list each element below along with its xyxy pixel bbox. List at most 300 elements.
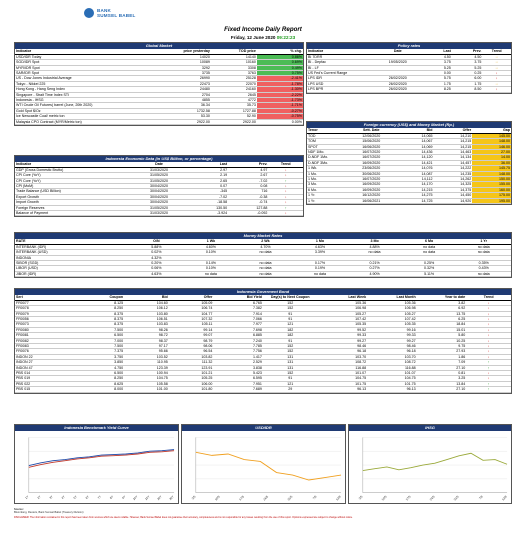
offer: 107.32: [169, 316, 214, 321]
offer: 106.74: [169, 306, 214, 311]
column-header: Prev.: [452, 49, 483, 54]
year-to-date: 27.10: [417, 365, 467, 370]
x-tick-label: 12/6: [500, 494, 508, 502]
rate-value: 4.63%: [129, 271, 184, 276]
rate-value: 0.43%: [456, 266, 511, 271]
settlement-date: 15/06/2020: [348, 139, 395, 144]
column-header: Trend: [466, 295, 511, 300]
rate-name: SIBOR (SGD): [15, 260, 129, 265]
bid-value: 14,112: [395, 176, 434, 181]
rate-value: 4.88%: [347, 244, 402, 249]
last-month: 98.46: [367, 343, 417, 348]
offer: 105.25: [169, 376, 214, 381]
usdidr-svg: [182, 431, 345, 509]
bid: 104.75: [124, 376, 169, 381]
coupon: 6.500: [79, 370, 124, 375]
last-month: 105.27: [367, 311, 417, 316]
rate-value: 0.27%: [347, 266, 402, 271]
offer-value: 14,134: [433, 155, 472, 160]
bid-yield: 7.785: [213, 343, 263, 348]
rate-prev: 3.75: [452, 60, 483, 65]
column-header: Date: [374, 49, 421, 54]
bid: 98.37: [124, 338, 169, 343]
offer-value: 14,222: [433, 166, 472, 171]
offer: 106.00: [169, 381, 214, 386]
tenor: 1 Yr.: [307, 198, 348, 203]
arrow-down-icon: ↓: [466, 333, 511, 338]
column-header: Sett. Date: [348, 128, 395, 133]
government-bond-header: Indonesia Goverment Bond: [15, 289, 511, 295]
rate-value: no data: [238, 271, 293, 276]
bid-yield: 7.689: [213, 387, 263, 392]
days-to-coupon: 152: [263, 343, 318, 348]
offer: 103.82: [169, 354, 214, 359]
coupon: 4.750: [79, 365, 124, 370]
data-date: 31/05/2020: [130, 173, 188, 178]
gap-value: 14.00: [472, 155, 511, 160]
tenor: TOD: [307, 133, 348, 138]
arrow-flat-icon: ⇔: [482, 60, 511, 65]
settlement-date: 16/06/2020: [348, 144, 395, 149]
indicator-name: LPS USD: [307, 81, 374, 86]
rate-value: 3.39%: [293, 250, 348, 255]
x-tick-label: 12/6: [334, 494, 342, 502]
rate-value: no data: [456, 250, 511, 255]
series: FR0076: [15, 349, 79, 354]
column-header: Gap: [472, 128, 511, 133]
gap-value: 27.00: [472, 149, 511, 154]
series: INDON 22: [15, 354, 79, 359]
x-tick-label: 10/5: [380, 494, 388, 502]
last-week: 106.98: [317, 306, 367, 311]
year-to-date: 3.25: [417, 376, 467, 381]
offer: 98.79: [169, 338, 214, 343]
price-yesterday: 22473: [165, 81, 211, 86]
economic-data-header: Indonesia Economic Data (in US$ Billion, or percentage): [15, 156, 303, 162]
arrow-up-icon: ↑: [466, 365, 511, 370]
tod-price: 10160: [211, 60, 257, 65]
series: FR0056: [15, 316, 79, 321]
indicator-name: CPI (MoM): [15, 183, 130, 188]
bid-yield: 7.977: [213, 322, 263, 327]
offer-value: 14,450: [433, 193, 472, 198]
data-prev: 2.67: [228, 173, 268, 178]
data-last: 2.19: [188, 173, 228, 178]
last-week: 98.46: [317, 343, 367, 348]
data-prev: 4.97: [228, 167, 268, 172]
ihsg-title: IHSG: [349, 425, 511, 431]
percent-change: -0.27%: [257, 108, 303, 113]
indicator-name: CPI Core (YoY): [15, 178, 130, 183]
column-header: 1 Wk: [184, 239, 239, 244]
report-date: [0, 35, 526, 40]
rate-value: 0.21%: [347, 260, 402, 265]
year-to-date: 27.93: [417, 349, 467, 354]
tod-price: 22070: [211, 81, 257, 86]
rate-last: 8.25: [421, 87, 452, 92]
government-bond-table: [14, 288, 512, 394]
days-to-coupon: 182: [263, 327, 318, 332]
data-last: 2.97: [188, 167, 228, 172]
last-week: 116.88: [317, 365, 367, 370]
price-yesterday: 2704: [165, 92, 211, 97]
tenor: TOM: [307, 139, 348, 144]
rate-name: INTERBANK (USD): [15, 250, 129, 255]
date-text: Friday, 12 June 2020: [230, 35, 276, 40]
indicator-name: Singapore - Strait Time Index STI: [15, 92, 165, 97]
rate-value: 4.70%: [238, 244, 293, 249]
year-to-date: 10.25: [417, 338, 467, 343]
arrow-down-icon: ↓: [466, 306, 511, 311]
series: FR0079: [15, 311, 79, 316]
x-tick-label: 7/6: [477, 494, 484, 501]
indicator-name: Gold Spot $/Oz: [15, 108, 165, 113]
tod-price: 25128: [211, 76, 257, 81]
x-tick-label: 4Y: [60, 494, 66, 500]
arrow-down-icon: ↓: [466, 311, 511, 316]
column-header: Last: [421, 49, 452, 54]
indicator-name: US Fed's Current Range: [307, 70, 374, 75]
indicator-name: Ice Newcastle Coal/ metric ton: [15, 114, 165, 119]
arrow-down-icon: ↓: [268, 194, 303, 199]
last-week: 99.33: [317, 333, 367, 338]
arrow-down-icon: ↓: [466, 327, 511, 332]
last-month: 107.42: [367, 316, 417, 321]
data-last: 0.07: [188, 183, 228, 188]
price-yesterday: 36.34: [165, 103, 211, 108]
series: INDON 27: [15, 360, 79, 365]
data-date: 30/04/2020: [130, 189, 188, 194]
bid-value: 14,076: [395, 166, 434, 171]
tenor: 6 Mo.: [307, 187, 348, 192]
arrow-down-icon: ↓: [466, 370, 511, 375]
tenor: D-NDF 3Mo.: [307, 160, 348, 165]
indicator-name: LPS BPR: [307, 87, 374, 92]
offer-value: 14,463: [433, 149, 472, 154]
rate-value: no data: [347, 250, 402, 255]
series: FR0080: [15, 327, 79, 332]
usdidr-chart: [181, 424, 346, 504]
source-label: Source:: [14, 508, 24, 511]
bid: 103.83: [124, 322, 169, 327]
column-header: O/N: [129, 239, 184, 244]
offer: 105.11: [169, 322, 214, 327]
last-month: 104.75: [367, 376, 417, 381]
days-to-coupon: 29: [263, 387, 318, 392]
report-title: Fixed Income Daily Report: [224, 26, 302, 33]
indicator-name: WTI Crude Oil Futures( barrel (June, 20th 2020): [15, 103, 165, 108]
arrow-down-icon: ↓: [466, 354, 511, 359]
column-header: price yesterday: [165, 49, 211, 54]
data-date: 30/04/2020: [130, 200, 188, 205]
arrow-down-icon: ↓: [466, 316, 511, 321]
arrow-flat-icon: ⇔: [482, 81, 511, 86]
rate-prev: 1.75: [452, 81, 483, 86]
column-header: Offer: [169, 295, 214, 300]
column-header: Last Week: [317, 295, 367, 300]
fx-header: Foreign currency (US$) and Money Market (Rp.): [307, 122, 511, 128]
rate-value: 0.10%: [184, 250, 239, 255]
x-tick-label: 15Y: [144, 494, 151, 502]
offer-value: 14,215: [433, 139, 472, 144]
footer-source: [14, 508, 514, 514]
column-header: Indicator: [15, 49, 165, 54]
percent-change: -1.78%: [257, 81, 303, 86]
rate-value: no data: [402, 244, 457, 249]
gap-value: 148.00: [472, 171, 511, 176]
data-prev: -0.38: [228, 194, 268, 199]
last-week: 99.52: [317, 327, 367, 332]
last-week: 108.72: [317, 360, 367, 365]
rate-value: 0.20%: [129, 260, 184, 265]
last-month: 101.75: [367, 381, 417, 386]
bid-yield: 2.529: [213, 360, 263, 365]
price-yesterday: 24480: [165, 87, 211, 92]
coupon: 3.750: [79, 354, 124, 359]
data-last: -18.58: [188, 200, 228, 205]
rate-value: 0.14%: [184, 260, 239, 265]
rate-prev: 5.25: [452, 65, 483, 70]
arrow-down-icon: ↓: [268, 210, 303, 215]
percent-change: -1.71%: [257, 103, 303, 108]
rate-prev: 6.00: [452, 76, 483, 81]
data-prev: 127.88: [228, 205, 268, 210]
x-tick-label: 3Y: [48, 494, 54, 500]
offer: 99.14: [169, 327, 214, 332]
price-yesterday: 4855: [165, 97, 211, 102]
last-month: 105.36: [367, 300, 417, 305]
column-header: Year to date: [417, 295, 467, 300]
tenor: 1 Wk.: [307, 166, 348, 171]
rate-value: 0.10%: [184, 266, 239, 271]
column-header: Prev.: [228, 162, 268, 167]
percent-change: -1.73%: [257, 97, 303, 102]
rate-value: 4.63%: [293, 244, 348, 249]
indicator-name: Export Growth: [15, 194, 130, 199]
table-row: [15, 210, 303, 215]
arrow-up-icon: ↑: [466, 360, 511, 365]
settlement-date: 16/09/2020: [348, 187, 395, 192]
bid-yield: 7.382: [213, 306, 263, 311]
offer-value: 14,210: [433, 133, 472, 138]
bid: 103.80: [124, 311, 169, 316]
series-line: [196, 452, 341, 480]
column-header: Date: [130, 162, 188, 167]
column-header: Seri: [15, 295, 79, 300]
table-row: [15, 387, 511, 392]
year-to-date: 3.82: [417, 300, 467, 305]
bid-value: 14,067: [395, 139, 434, 144]
arrow-down-icon: ↓: [466, 300, 511, 305]
bid: 98.72: [124, 333, 169, 338]
rate-value: 0.25%: [402, 260, 457, 265]
offer-value: 14,375: [433, 187, 472, 192]
data-prev: -0.092: [228, 210, 268, 215]
indicator-name: LPS IDR: [307, 76, 374, 81]
offer-value: 14,920: [433, 198, 472, 203]
rate-prev: 0.25: [452, 70, 483, 75]
x-tick-label: 6Y: [84, 494, 91, 500]
last-month: 101.07: [367, 370, 417, 375]
x-tick-label: 3/5: [190, 494, 197, 501]
settlement-date: 16/07/2020: [348, 149, 395, 154]
x-tick-label: 3/5: [357, 494, 364, 501]
bid-yield: 6.765: [213, 300, 263, 305]
rate-name: INTERBANK (IDR): [15, 244, 129, 249]
percent-change: 0.86%: [257, 54, 303, 59]
x-tick-label: 1Y: [24, 494, 30, 500]
tod-price: 3763: [211, 70, 257, 75]
indicator-name: USD/IDR Today: [15, 54, 165, 59]
tenor: D-NDF 1Mo.: [307, 155, 348, 160]
series: PBS 022: [15, 381, 79, 386]
rate-value: no data: [293, 271, 348, 276]
data-prev: 716: [228, 189, 268, 194]
arrow-down-icon: ↓: [466, 322, 511, 327]
indicator-name: Trade Balance (USD Billion): [15, 189, 130, 194]
last-month: 99.33: [367, 333, 417, 338]
series-line: [29, 451, 174, 468]
arrow-up-icon: ↑: [466, 387, 511, 392]
tenor: 1 Mo.: [307, 176, 348, 181]
price-yesterday: 10089: [165, 60, 211, 65]
offer-value: 14,262: [433, 176, 472, 181]
data-prev: 0.08: [228, 183, 268, 188]
percent-change: -2.41%: [257, 76, 303, 81]
series-line: [363, 453, 507, 470]
bid-yield: 7.756: [213, 349, 263, 354]
tenor: 1 Mo.: [307, 171, 348, 176]
days-to-coupon: 152: [263, 300, 318, 305]
percent-change: 0.69%: [257, 60, 303, 65]
data-prev: -7.02: [228, 178, 268, 183]
coupon: 8.375: [79, 316, 124, 321]
year-to-date: 6.92: [417, 306, 467, 311]
x-tick-label: 8Y: [108, 494, 115, 500]
offer-value: 14,457: [433, 160, 472, 165]
yield-curve-chart: [14, 424, 179, 504]
days-to-coupon: 91: [263, 338, 318, 343]
column-header: Bid: [124, 295, 169, 300]
tod-price: 1727.88: [211, 108, 257, 113]
rate-last: 5.25: [421, 65, 452, 70]
last-week: 105.27: [317, 311, 367, 316]
x-tick-label: 2Y: [36, 494, 42, 500]
bid: 103.52: [124, 354, 169, 359]
bid: 95.66: [124, 349, 169, 354]
indicator-name: Balance of Payment: [15, 210, 130, 215]
year-to-date: 18.84: [417, 322, 467, 327]
percent-change: 0.00%: [257, 119, 303, 124]
bid: 97.17: [124, 343, 169, 348]
rate-value: 0.02%: [129, 250, 184, 255]
bid-value: 14,065: [395, 133, 434, 138]
tenor: 3 Mo.: [307, 182, 348, 187]
last-month: 99.27: [367, 338, 417, 343]
coupon: 8.000: [79, 387, 124, 392]
bid: 100.94: [124, 370, 169, 375]
gap-value: 175.00: [472, 193, 511, 198]
x-tick-label: 20Y: [156, 494, 163, 502]
tenor: SPOT: [307, 144, 348, 149]
brand-line1: BANK: [97, 8, 112, 13]
percent-change: 0.49%: [257, 65, 303, 70]
column-header: 1 Yr: [456, 239, 511, 244]
series: PBS 015: [15, 387, 79, 392]
rate-last: 5.75: [421, 76, 452, 81]
table-row: [307, 87, 511, 92]
offer: 111.32: [169, 360, 214, 365]
arrow-down-icon: ↓: [466, 349, 511, 354]
bid-yield: 7.698: [213, 327, 263, 332]
x-tick-label: 10/5: [213, 494, 221, 502]
bid-yield: 7.066: [213, 316, 263, 321]
price-yesterday: 2922.00: [165, 119, 211, 124]
bid: 105.58: [124, 381, 169, 386]
tenor: 1 Yr.: [307, 193, 348, 198]
series: FR0081: [15, 333, 79, 338]
source-note: Bloomberg, Reuters, Bank Sumsel Babel (Treasury Division): [14, 511, 84, 515]
coupon: 7.500: [79, 343, 124, 348]
x-tick-label: 24/5: [262, 494, 270, 502]
last-month: 96.18: [367, 349, 417, 354]
last-week: 107.42: [317, 316, 367, 321]
gap-value: 155.00: [472, 182, 511, 187]
tod-price: 2922.00: [211, 119, 257, 124]
last-month: 105.35: [367, 322, 417, 327]
percent-change: 0.75%: [257, 70, 303, 75]
year-to-date: 13.75: [417, 311, 467, 316]
bid-yield: 7.951: [213, 381, 263, 386]
x-tick-label: 7/6: [311, 494, 318, 501]
brand-line2: SUMSEL BABEL: [97, 13, 136, 18]
coupon: 7.000: [79, 338, 124, 343]
column-header: TOD price: [211, 49, 257, 54]
column-header: Indicator: [15, 162, 130, 167]
rate-value: no data: [456, 271, 511, 276]
settlement-date: 16/06/2021: [348, 198, 395, 203]
settlement-date: 23/06/2020: [348, 166, 395, 171]
price-yesterday: 53.30: [165, 114, 211, 119]
year-to-date: 0.81: [417, 370, 467, 375]
rate-last: 3.75: [421, 60, 452, 65]
indicator-name: MYR/IDR Spot: [15, 65, 165, 70]
data-last: -345: [188, 189, 228, 194]
yield-curve-title: Indonesia Benchmark Yield Curve: [15, 425, 178, 431]
indicator-name: SGD/IDR Spot: [15, 60, 165, 65]
price-yesterday: 14020: [165, 54, 211, 59]
settlement-date: 16/07/2020: [348, 176, 395, 181]
data-date: 31/05/2020: [130, 178, 188, 183]
bid-value: 14,120: [395, 155, 434, 160]
bank-logo-icon: [84, 8, 94, 18]
days-to-coupon: 131: [263, 354, 318, 359]
series: INDON 47: [15, 365, 79, 370]
coupon: 8.375: [79, 322, 124, 327]
bid-yield: 6.885: [213, 333, 263, 338]
coupon: 7.500: [79, 327, 124, 332]
x-tick-label: 17/5: [404, 494, 412, 502]
indicator-name: BI - LF: [307, 65, 374, 70]
x-tick-label: 30Y: [168, 494, 175, 502]
offer: 98.06: [169, 343, 214, 348]
rate-prev: 8.50: [452, 87, 483, 92]
indicator-name: BI - Depfac: [307, 60, 374, 65]
coupon: 8.625: [79, 381, 124, 386]
indicator-name: Malaysia CPO Contract (MYR/Metric ton): [15, 119, 165, 124]
offer: 123.91: [169, 365, 214, 370]
indicator-name: Foreign Reserves: [15, 205, 130, 210]
